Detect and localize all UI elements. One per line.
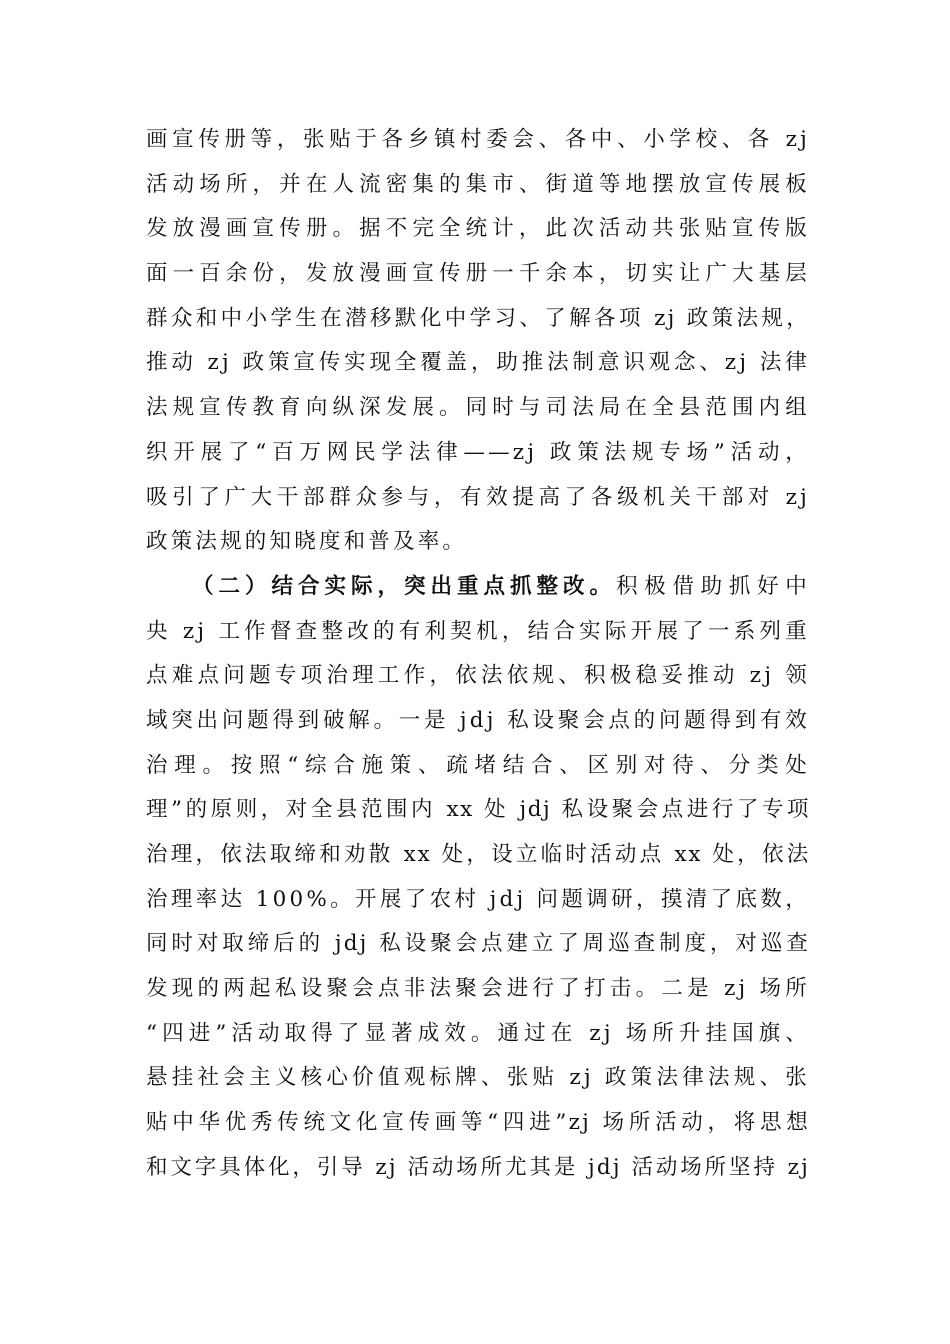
section-heading-line — [146, 565, 810, 610]
body-line: 推动 zj 政策宣传实现全覆盖，助推法制意识观念、zj 法律 — [146, 350, 810, 376]
body-line: 织开展了“百万网民学法律——zj 政策法规专场”活动， — [146, 439, 810, 465]
body-line: 治理。按照“综合施策、疏堵结合、区别对待、分类处 — [146, 752, 810, 778]
body-line: 面一百余份，发放漫画宣传册一千余本，切实让广大基层 — [146, 261, 810, 287]
document-page — [146, 118, 810, 1191]
body-line: 贴中华优秀传统文化宣传画等“四进”zj 场所活动，将思想 — [146, 1110, 810, 1136]
body-line: 同时对取缔后的 jdj 私设聚会点建立了周巡查制度，对巡查 — [146, 931, 810, 957]
body-line: 央 zj 工作督查整改的有利契机，结合实际开展了一系列重 — [146, 618, 810, 644]
section-heading: （二）结合实际，突出重点抓整改。 — [192, 573, 617, 599]
body-line: 群众和中小学生在潜移默化中学习、了解各项 zj 政策法规， — [146, 305, 810, 331]
body-line: 法规宣传教育向纵深发展。同时与司法局在全县范围内组 — [146, 395, 810, 421]
body-line: 发现的两起私设聚会点非法聚会进行了打击。二是 zj 场所 — [146, 976, 810, 1002]
body-line: 和文字具体化，引导 zj 活动场所尤其是 jdj 活动场所坚持 zj — [146, 1154, 810, 1180]
body-line: 吸引了广大干部群众参与，有效提高了各级机关干部对 zj — [146, 484, 810, 510]
body-line: 治理率达 100%。开展了农村 jdj 问题调研，摸清了底数， — [146, 886, 810, 912]
body-line: 域突出问题得到破解。一是 jdj 私设聚会点的问题得到有效 — [146, 707, 810, 733]
body-line: 政策法规的知晓度和普及率。 — [146, 529, 468, 555]
section-heading-rest: 积极借助抓好中 — [616, 573, 810, 599]
body-line: 活动场所，并在人流密集的集市、街道等地摆放宣传展板 — [146, 171, 810, 197]
body-line: 悬挂社会主义核心价值观标牌、张贴 zj 政策法律法规、张 — [146, 1065, 810, 1091]
body-line: 治理，依法取缔和劝散 xx 处，设立临时活动点 xx 处，依法 — [146, 842, 810, 867]
body-line: 理”的原则，对全县范围内 xx 处 jdj 私设聚会点进行了专项 — [146, 797, 810, 823]
body-line: 点难点问题专项治理工作，依法依规、积极稳妥推动 zj 领 — [146, 663, 810, 689]
body-line: 发放漫画宣传册。据不完全统计，此次活动共张贴宣传版 — [146, 216, 810, 242]
body-line: 画宣传册等，张贴于各乡镇村委会、各中、小学校、各 zj — [146, 127, 810, 152]
body-line: “四进”活动取得了显著成效。通过在 zj 场所升挂国旗、 — [146, 1020, 810, 1046]
